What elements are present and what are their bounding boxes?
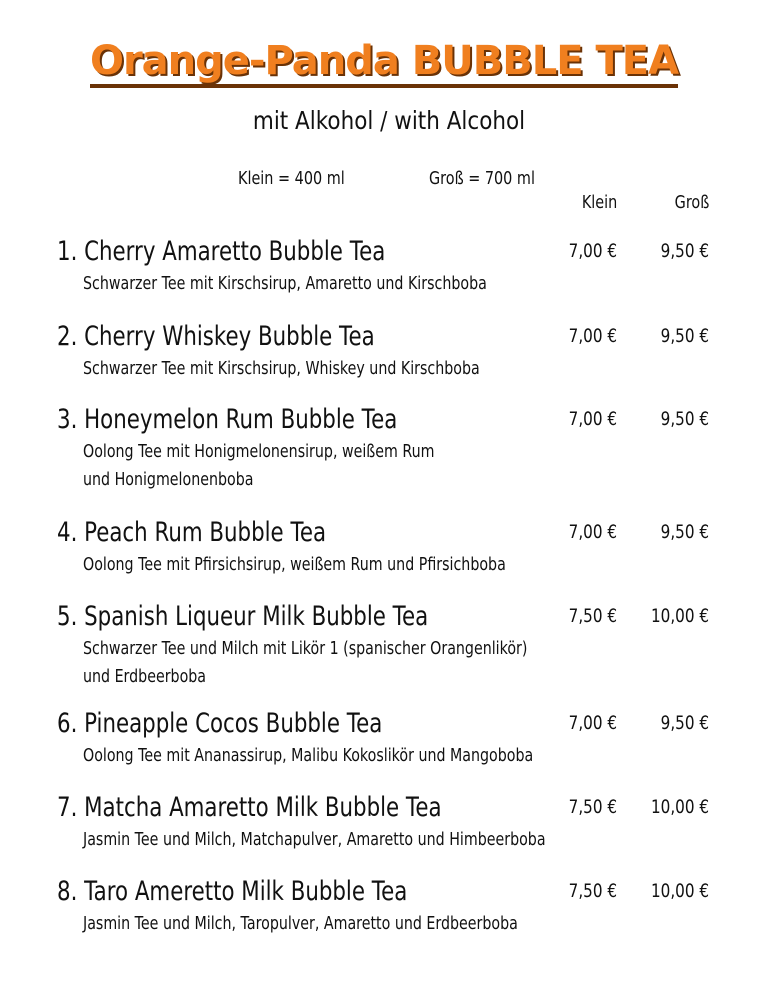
menu-subtitle: mit Alkohol / with Alcohol xyxy=(252,106,526,135)
item-description: Oolong Tee mit Ananassirup, Malibu Kokoslikör und Mangoboba xyxy=(83,745,534,766)
item-name: 3. Honeymelon Rum Bubble Tea xyxy=(57,404,398,435)
price-large: 9,50 € xyxy=(660,325,709,347)
column-header-large: Groß xyxy=(674,192,709,213)
item-description: Oolong Tee mit Honigmelonensirup, weißem Rum und Honigmelonenboba xyxy=(83,441,435,490)
price-small: 7,50 € xyxy=(568,796,617,818)
item-name: 8. Taro Ameretto Milk Bubble Tea xyxy=(57,876,408,907)
item-description: Schwarzer Tee und Milch mit Likör 1 (spanischer Orangenlikör) und Erdbeerboba xyxy=(83,638,528,687)
item-name: 4. Peach Rum Bubble Tea xyxy=(57,517,327,548)
item-description: Oolong Tee mit Pfirsichsirup, weißem Rum und Pfirsichboba xyxy=(83,554,506,575)
item-description: Jasmin Tee und Milch, Matchapulver, Amaretto und Himbeerboba xyxy=(83,829,546,850)
item-name: 5. Spanish Liqueur Milk Bubble Tea xyxy=(57,601,429,632)
size-large-info: Groß = 700 ml xyxy=(429,168,535,189)
price-small: 7,50 € xyxy=(568,605,617,627)
price-large: 10,00 € xyxy=(650,605,709,627)
size-small-info: Klein = 400 ml xyxy=(238,168,345,189)
price-large: 9,50 € xyxy=(660,712,709,734)
price-small: 7,00 € xyxy=(568,408,617,430)
price-large: 9,50 € xyxy=(660,240,709,262)
price-large: 9,50 € xyxy=(660,408,709,430)
menu-title: Orange-Panda BUBBLE TEA xyxy=(0,38,768,84)
price-small: 7,00 € xyxy=(568,325,617,347)
price-small: 7,50 € xyxy=(568,880,617,902)
item-description: Schwarzer Tee mit Kirschsirup, Amaretto und Kirschboba xyxy=(83,273,487,294)
price-large: 10,00 € xyxy=(650,796,709,818)
price-large: 9,50 € xyxy=(660,521,709,543)
price-small: 7,00 € xyxy=(568,521,617,543)
item-description: Jasmin Tee und Milch, Taropulver, Amaretto und Erdbeerboba xyxy=(83,913,518,934)
price-small: 7,00 € xyxy=(568,712,617,734)
item-name: 1. Cherry Amaretto Bubble Tea xyxy=(57,236,386,267)
column-header-small: Klein xyxy=(581,192,617,213)
item-name: 7. Matcha Amaretto Milk Bubble Tea xyxy=(57,792,442,823)
price-large: 10,00 € xyxy=(650,880,709,902)
item-name: 2. Cherry Whiskey Bubble Tea xyxy=(57,321,375,352)
item-description: Schwarzer Tee mit Kirschsirup, Whiskey und Kirschboba xyxy=(83,358,480,379)
price-small: 7,00 € xyxy=(568,240,617,262)
item-name: 6. Pineapple Cocos Bubble Tea xyxy=(57,708,383,739)
